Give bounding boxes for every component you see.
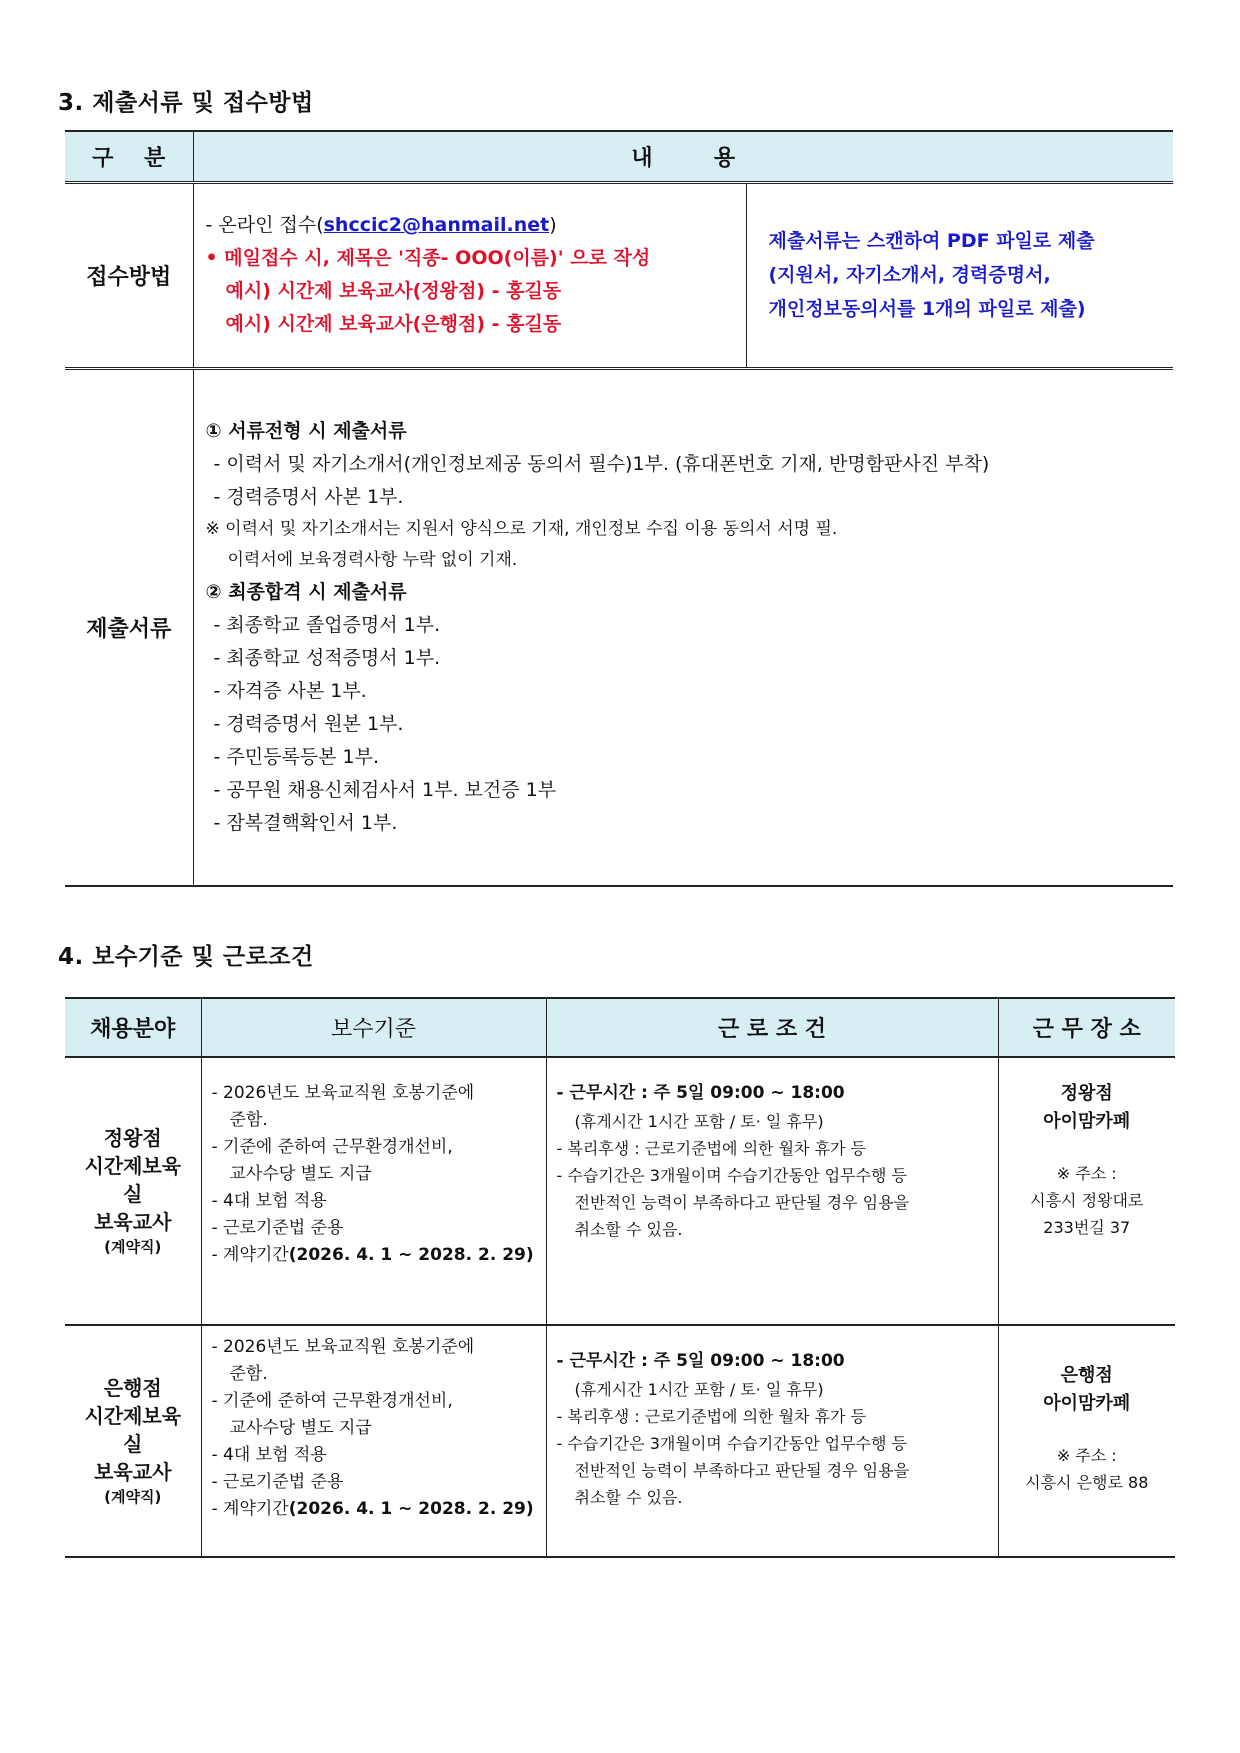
section-3-title: 3. 제출서류 및 접수방법 (58, 90, 314, 116)
method-label: 접수방법 (65, 182, 193, 368)
documents-label: 제출서류 (65, 368, 193, 886)
submission-table (65, 130, 1173, 887)
table-row (65, 1325, 1175, 1557)
email-link[interactable]: shccic2@hanmail.net (323, 214, 550, 236)
final-heading: ② 최종합격 시 제출서류 (205, 580, 407, 603)
pay-cell: - 2026년도 보육교직원 호봉기준에 준함. - 기준에 준하여 근무환경개선비, 교사수당 별도 지급 - 4대 보험 적용 - 근로기준법 준용 - 계약기간(2026. 4. 1 ~ 2028. 2. 29) (201, 1325, 546, 1557)
section-4-title: 4. 보수기준 및 근로조건 (58, 944, 314, 970)
documents-content (193, 368, 1173, 886)
table-row (65, 1057, 1175, 1325)
salary-table (65, 997, 1175, 1558)
doc-graduation: - 최종학교 졸업증명서 1부. (213, 613, 441, 636)
doc-resume: - 이력서 및 자기소개서(개인정보제공 동의서 필수)1부. (휴대폰번호 기재, 반명함판사진 부착) (213, 452, 990, 475)
scan-note-3: 개인정보동의서를 1개의 파일로 제출) (768, 298, 1086, 320)
doc-health-check: - 공무원 채용신체검사서 1부. 보건증 1부 (213, 778, 557, 801)
resume-note-2: 이력서에 보육경력사항 누락 없이 기재. (227, 549, 518, 570)
location-cell: 정왕점 아이맘카페 ※ 주소 : 시흥시 정왕대로 233번길 37 (998, 1057, 1175, 1325)
doc-resident-register: - 주민등록등본 1부. (213, 745, 380, 768)
online-application: - 온라인 접수(shccic2@hanmail.net) (205, 214, 557, 236)
scan-note: 제출서류는 스캔하여 PDF 파일로 제출 (768, 230, 1095, 252)
mail-subject-note: • 메일접수 시, 제목은 '직종- OOO(이름)' 으로 작성 (205, 247, 651, 269)
doc-career-copy: - 경력증명서 사본 1부. (213, 485, 404, 508)
example-2: 예시) 시간제 보육교사(은행점) - 홍길동 (225, 313, 562, 335)
field-cell: 정왕점 시간제보육 실 보육교사 (계약직) (65, 1057, 201, 1325)
doc-career-original: - 경력증명서 원본 1부. (213, 712, 404, 735)
header-location: 근 무 장 소 (998, 998, 1175, 1057)
doc-transcript: - 최종학교 성적증명서 1부. (213, 646, 441, 669)
doc-tb-check: - 잠복결핵확인서 1부. (213, 811, 398, 834)
header-conditions: 근 로 조 건 (546, 998, 998, 1057)
location-cell: 은행점 아이맘카페 ※ 주소 : 시흥시 은행로 88 (998, 1325, 1175, 1557)
header-field: 채용분야 (65, 998, 201, 1057)
doc-license: - 자격증 사본 1부. (213, 679, 367, 702)
conditions-cell: - 근무시간 : 주 5일 09:00 ~ 18:00 (휴게시간 1시간 포함 / 토· 일 휴무) - 복리후생 : 근로기준법에 의한 월차 휴가 등 - 수습기간은 3개월이며 수습기간동안 업무수행 등 전반적인 능력이 부족하다고 판단될 경우 임용을 취소할 수 있음. (546, 1325, 998, 1557)
field-cell: 은행점 시간제보육 실 보육교사 (계약직) (65, 1325, 201, 1557)
resume-note: ※ 이력서 및 자기소개서는 지원서 양식으로 기재, 개인정보 수집 이용 동의서 서명 필. (205, 518, 838, 539)
example-1: 예시) 시간제 보육교사(정왕점) - 홍길동 (225, 280, 562, 302)
header-category: 구 분 (65, 131, 193, 182)
method-row (65, 182, 1173, 368)
documents-row (65, 368, 1173, 886)
conditions-cell: - 근무시간 : 주 5일 09:00 ~ 18:00 (휴게시간 1시간 포함 / 토· 일 휴무) - 복리후생 : 근로기준법에 의한 월차 휴가 등 - 수습기간은 3개월이며 수습기간동안 업무수행 등 전반적인 능력이 부족하다고 판단될 경우 임용을 취소할 수 있음. (546, 1057, 998, 1325)
method-note (746, 182, 1173, 368)
scan-note-2: (지원서, 자기소개서, 경력증명서, (768, 264, 1051, 286)
pay-cell: - 2026년도 보육교직원 호봉기준에 준함. - 기준에 준하여 근무환경개선비, 교사수당 별도 지급 - 4대 보험 적용 - 근로기준법 준용 - 계약기간(2026. 4. 1 ~ 2028. 2. 29) (201, 1057, 546, 1325)
method-content (193, 182, 746, 368)
screening-heading: ① 서류전형 시 제출서류 (205, 419, 407, 442)
header-pay: 보수기준 (201, 998, 546, 1057)
header-content: 내 용 (193, 131, 1173, 182)
